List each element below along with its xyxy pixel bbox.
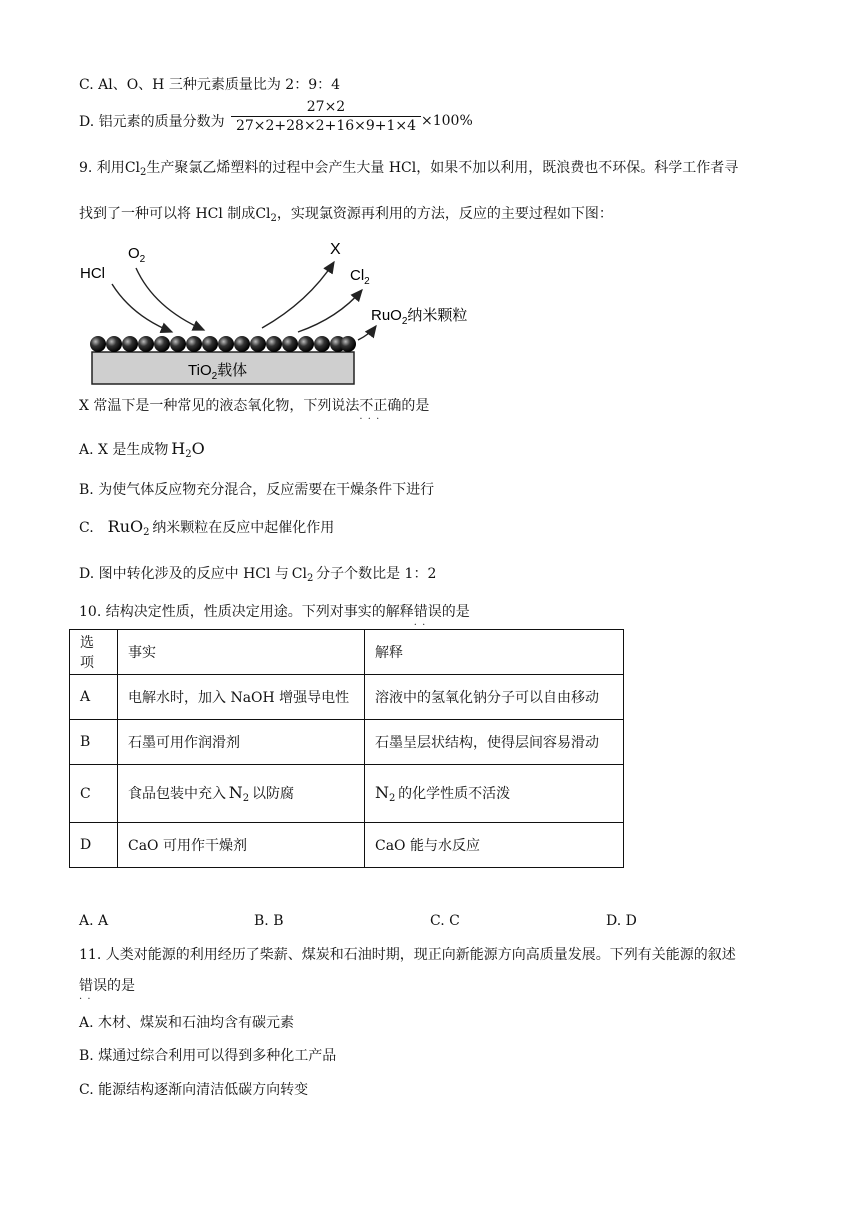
o2-arrow xyxy=(136,268,204,330)
q10-option-d: D. D xyxy=(606,913,637,929)
q9-stem-question: X 常温下是一种常见的液态氧化物，下列说法不正确 · · ·的是 xyxy=(79,397,429,415)
q11-option-b: B. 煤通过综合利用可以得到多种化工产品 xyxy=(79,1048,337,1064)
q10-option-a: A. A xyxy=(79,913,109,929)
x-arrow xyxy=(262,262,334,328)
row-option: B xyxy=(70,720,118,765)
table-header-row xyxy=(70,630,624,675)
tio2-label: TiO$_2$载体 xyxy=(188,362,248,382)
table-row xyxy=(70,823,624,868)
formula-cl2: $Cl_2$ xyxy=(124,160,147,178)
row-option: D xyxy=(70,823,118,868)
row-fact: 石墨可用作润滑剂 xyxy=(118,720,365,765)
q11-option-a: A. 木材、煤炭和石油均含有碳元素 xyxy=(79,1015,295,1031)
ruo2-pointer-arrow xyxy=(358,326,376,340)
q9-option-b: B. 为使气体反应物充分混合，反应需要在干燥条件下进行 xyxy=(79,482,435,498)
table-row xyxy=(70,720,624,765)
hcl-arrow xyxy=(112,284,172,332)
q9-option-a: A. X 是生成物 $H_2O$ xyxy=(79,439,205,460)
q10-stem: 10. 结构决定性质，性质决定用途。下列对事实的解释错误 · ·的是 xyxy=(79,603,470,621)
q8-mass-fraction xyxy=(231,98,421,135)
emphasis-wrong: 错误 · · xyxy=(79,978,107,994)
row-option: A xyxy=(70,675,118,720)
row-explanation: 溶液中的氢氧化钠分子可以自由移动 xyxy=(365,675,624,720)
q9-stem-line1: 9. 利用$Cl_2$生产聚氯乙烯塑料的过程中会产生大量 HCl，如果不加以利用，既浪费也不环保。科学工作者寻 xyxy=(79,160,739,178)
q11-stem-line1: 11. 人类对能源的利用经历了柴薪、煤炭和石油时期，现正向新能源方向高质量发展。下列有关能源的叙述 xyxy=(79,947,736,963)
row-option: C xyxy=(70,765,118,823)
ruo2-nanoparticles xyxy=(90,336,356,352)
q11-stem-line2: 错误 · ·的是 xyxy=(79,977,135,995)
fraction-denominator: 27×2+28×2+16×9+1×4 xyxy=(235,118,417,134)
cl2-arrow xyxy=(298,290,362,332)
table-row xyxy=(70,765,624,823)
q8-option-c: C. Al、O、H 三种元素质量比为 2：9：4 xyxy=(79,77,341,93)
q8-option-d-prefix: D. 铝元素的质量分数为 xyxy=(79,114,225,130)
header-explanation: 解释 xyxy=(365,630,624,675)
q10-option-b: B. B xyxy=(254,913,284,929)
fraction-multiplier: ×100% xyxy=(421,113,473,129)
row-fact: 食品包装中充入 $N_2$ 以防腐 xyxy=(118,765,365,823)
q9-stem-line2: 找到了一种可以将 HCl 制成$Cl_2$，实现氯资源再利用的方法，反应的主要过程如下图： xyxy=(79,206,613,224)
cl2-label: $Cl_2$ xyxy=(350,267,370,287)
q9-option-c: C. RuO$_2$ 纳米颗粒在反应中起催化作用 xyxy=(79,517,335,538)
x-label: X xyxy=(330,241,341,258)
row-fact: CaO 可用作干燥剂 xyxy=(118,823,365,868)
emphasis-wrong: 错误 · · xyxy=(414,604,442,620)
header-fact: 事实 xyxy=(118,630,365,675)
row-explanation: 石墨呈层状结构，使得层间容易滑动 xyxy=(365,720,624,765)
row-explanation: CaO 能与水反应 xyxy=(365,823,624,868)
hcl-label: HCl xyxy=(80,265,105,282)
formula-h2o: $H_2O$ xyxy=(171,439,205,460)
q9-option-d: D. 图中转化涉及的反应中 HCl 与 $Cl_2$ 分子个数比是 1：2 xyxy=(79,566,437,584)
row-fact: 电解水时，加入 NaOH 增强导电性 xyxy=(118,675,365,720)
ruo2-label: RuO$_2$纳米颗粒 xyxy=(371,307,468,327)
table-row xyxy=(70,675,624,720)
reaction-diagram xyxy=(76,232,496,390)
q10-table xyxy=(69,629,624,868)
formula-cl2: $Cl_2$ xyxy=(291,566,314,584)
formula-cl2: $Cl_2$ xyxy=(255,206,277,224)
emphasis-not-correct: 不正确 · · · xyxy=(359,398,401,414)
o2-label: $O_2$ xyxy=(128,245,146,265)
q11-option-c: C. 能源结构逐渐向清洁低碳方向转变 xyxy=(79,1082,309,1098)
header-option: 选项 xyxy=(70,630,118,675)
row-explanation: $N_2$ 的化学性质不活泼 xyxy=(365,765,624,823)
formula-ruo2: RuO$_2$ xyxy=(107,517,150,538)
fraction-numerator: 27×2 xyxy=(306,99,346,115)
q10-option-c: C. C xyxy=(430,913,460,929)
